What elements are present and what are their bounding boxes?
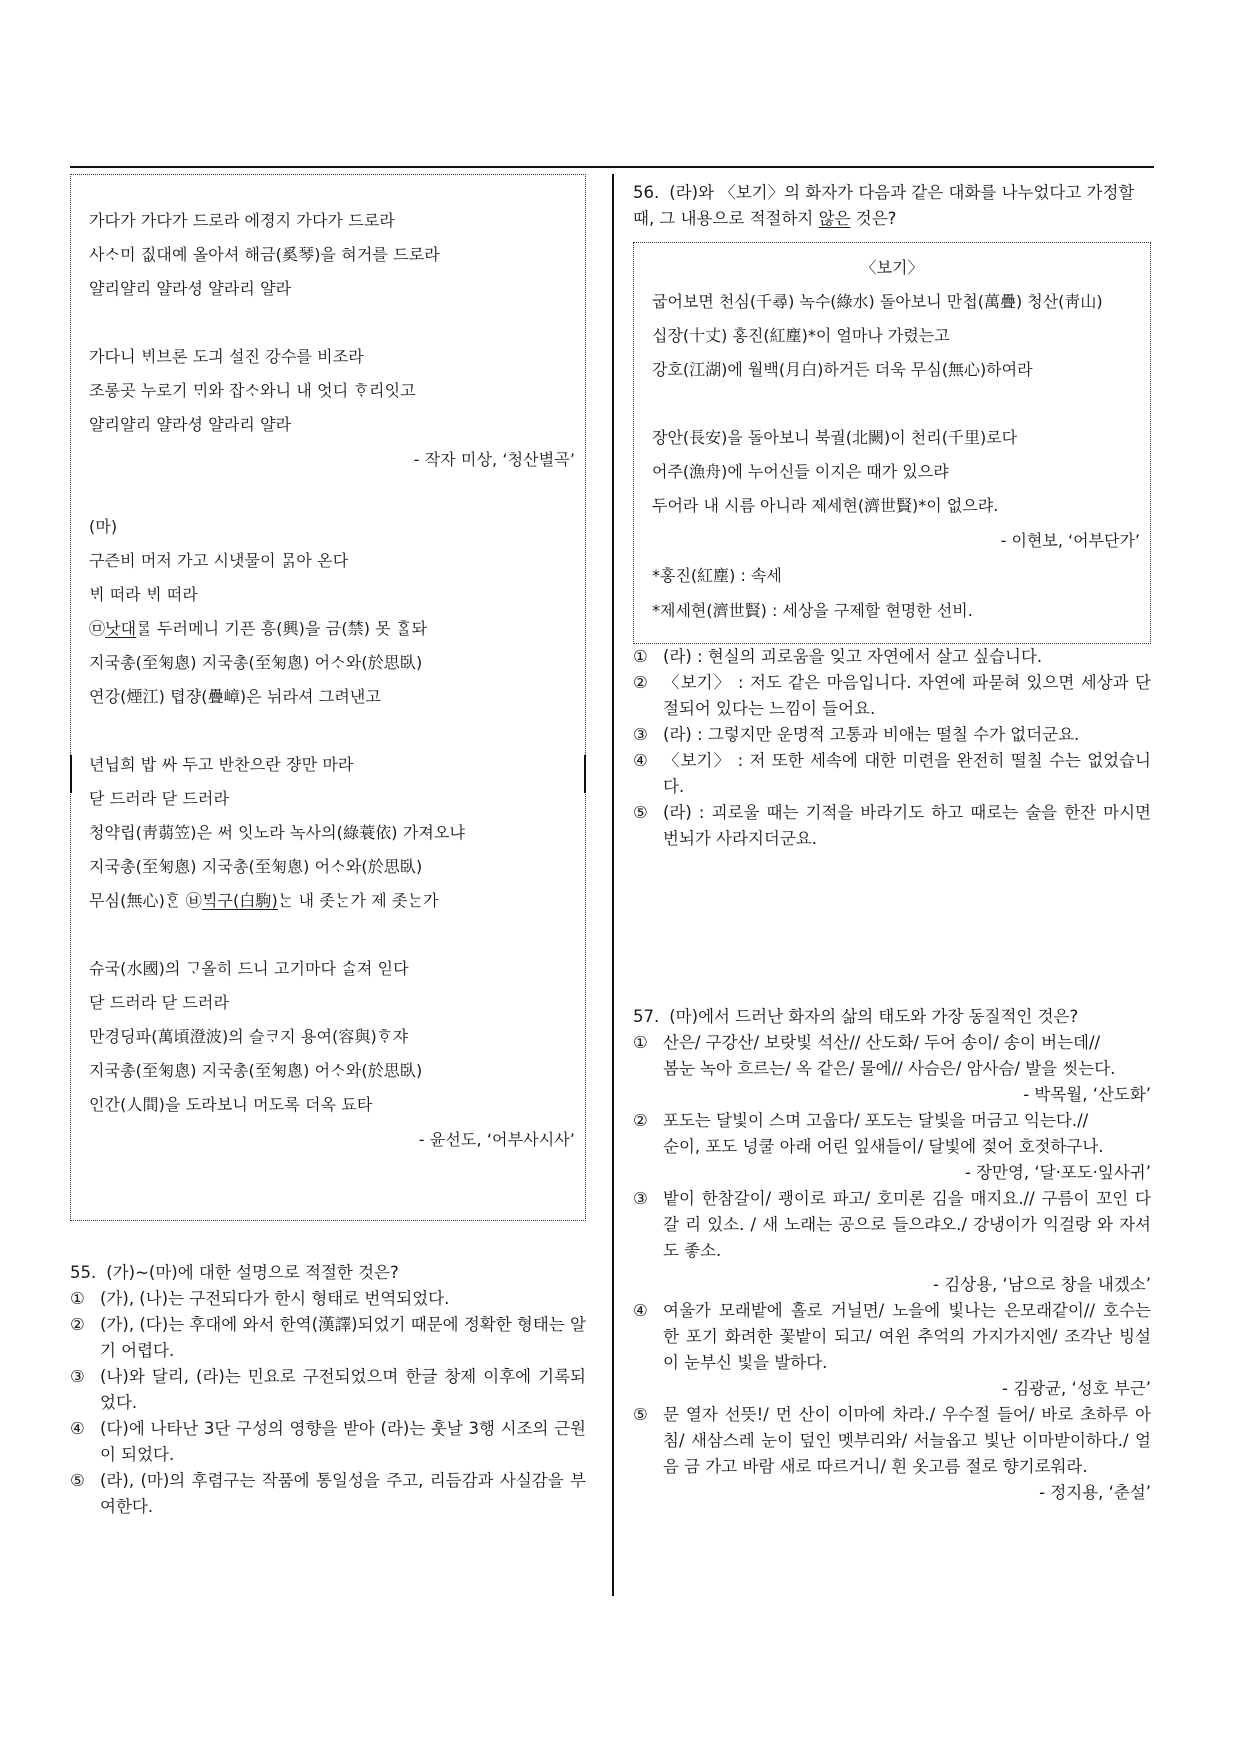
option-mark: ②: [633, 673, 648, 692]
verse-line: 인간(人間)을 도라보니 머도록 더옥 됴타: [89, 1095, 373, 1114]
bogi-line: 굽어보면 천심(千尋) 녹수(綠水) 돌아보니 만첩(萬疊) 청산(靑山): [652, 292, 1103, 311]
question-number: 56.: [633, 183, 660, 202]
verse-line: 닫 드러라 닫 드러라: [89, 789, 230, 808]
option-4[interactable]: [70, 1416, 586, 1468]
source-citation: - 김광균, ‘성호 부근’: [1002, 1379, 1151, 1398]
source-citation: - 장만영, ‘달·포도·잎사귀’: [964, 1163, 1151, 1182]
option-mark: ②: [633, 1111, 648, 1130]
option-text: (라), (마)의 후렴구는 작품에 통일성을 주고, 리듬감과 사실감을 부여한다.: [100, 1471, 586, 1516]
option-5[interactable]: [633, 1402, 1151, 1480]
option-1[interactable]: [633, 644, 1151, 670]
question-stem: [633, 180, 1151, 232]
bogi-title: 〈보기〉: [860, 258, 924, 277]
source-citation: - 김상용, ‘남으로 창을 내겠소’: [933, 1275, 1151, 1294]
option-mark: ⑤: [633, 803, 648, 822]
footnote: *제세현(濟世賢) : 세상을 구제할 현명한 선비.: [652, 601, 973, 620]
option-5[interactable]: [633, 800, 1151, 852]
underlined-phrase: 낫대: [105, 619, 137, 638]
question-55: [70, 1260, 586, 1520]
verse-line: 청약립(靑蒻笠)은 써 잇노라 녹사의(綠蓑依) 가져오냐: [89, 823, 466, 842]
option-4[interactable]: [633, 748, 1151, 800]
question-text: 것은?: [850, 209, 897, 228]
verse-line: 얄리얄리 얄라셩 얄라리 얄라: [89, 415, 292, 434]
marker-bah: ㉥: [185, 891, 202, 910]
marker-ma: ㉤: [89, 619, 106, 638]
question-text: (가)~(마)에 대한 설명으로 적절한 것은?: [106, 1263, 399, 1282]
option-3[interactable]: [633, 1186, 1151, 1264]
option-text: 봄눈 녹아 흐르는/ 옥 같은/ 물에// 사슴은/ 암사슴/ 발을 씻는다.: [663, 1059, 1116, 1078]
verse-line: 지국총(至匊悤) 지국총(至匊悤) 어ᄉᆞ와(於思臥): [89, 1061, 423, 1080]
option-text: 〈보기〉 : 저 또한 세속에 대한 미련을 완전히 떨칠 수는 없었습니다.: [663, 751, 1151, 796]
verse-text: ᄅᆞᆯ 두러메니 기픈 흥(興)을 금(禁) 못 ᄒᆞᆯ돠: [136, 619, 428, 638]
option-text: (나)와 달리, (라)는 민요로 구전되었으며 한글 창제 이후에 기록되었다.: [100, 1367, 586, 1412]
question-56-options: [633, 644, 1151, 852]
source-citation: - 정지용, ‘춘설’: [1039, 1483, 1151, 1502]
option-text: 문 열자 선뜻!/ 먼 산이 이마에 차라./ 우수절 들어/ 바로 초하루 아침/ 새삼스레 눈이 덮인 멧부리와/ 서늘옵고 빛난 이마받이하다./ 얼음 금 가고 바람 새로 따르거니/ 흰 옷고름 절로 향기로워라.: [663, 1405, 1151, 1476]
option-3[interactable]: [70, 1364, 586, 1416]
footnote: *홍진(紅塵) : 속세: [652, 566, 782, 585]
option-text: 순이, 포도 넝쿨 아래 어린 잎새들이/ 달빛에 젖어 호젓하구나.: [663, 1137, 1104, 1156]
verse-line: 가다니 ᄇᆡ브론 도긔 설진 강수를 비조라: [89, 347, 364, 366]
option-4[interactable]: [633, 1298, 1151, 1376]
passage-box: [70, 174, 586, 1221]
option-text: (가), (나)는 구전되다가 한시 형태로 번역되었다.: [100, 1289, 450, 1308]
verse-line: 지국총(至匊悤) 지국총(至匊悤) 어ᄉᆞ와(於思臥): [89, 857, 423, 876]
source-citation: - 윤선도, ‘어부사시사’: [418, 1130, 575, 1149]
option-mark: ③: [633, 725, 648, 744]
verse-line: 슈국(水國)의 ᄀᆞ올히 드니 고기마다 ᄉᆞᆯ져 읻다: [89, 959, 409, 978]
option-mark: ①: [633, 647, 648, 666]
option-2[interactable]: [70, 1312, 586, 1364]
verse-line: 년닙희 밥 싸 두고 반찬으란 쟝만 마라: [89, 755, 354, 774]
option-mark: ①: [70, 1289, 85, 1308]
bogi-line: 두어라 내 시름 아니라 제세현(濟世賢)*이 없으랴.: [652, 496, 999, 515]
bogi-line: 강호(江湖)에 월백(月白)하거든 더욱 무심(無心)하여라: [652, 360, 1033, 379]
verse-line: ᄇᆡ 떠라 ᄇᆡ 떠라: [89, 585, 198, 604]
source-citation: - 이현보, ‘어부단가’: [1000, 531, 1140, 550]
verse-line: 조롱곳 누로기 ᄆᆡ와 잡ᄉᆞ와니 내 엇디 ᄒᆞ리잇고: [89, 381, 416, 400]
option-2[interactable]: [633, 670, 1151, 722]
option-1[interactable]: [633, 1030, 1151, 1082]
column-divider: [612, 174, 614, 1596]
option-5[interactable]: [70, 1468, 586, 1520]
option-text: (라) : 괴로울 때는 기적을 바라기도 하고 때로는 술을 한잔 마시면 번뇌가 사라지더군요.: [663, 803, 1151, 848]
verse-line: 만경딩파(萬頃澄波)의 슬ᄏᆞ지 용여(容與)ᄒᆞ쟈: [89, 1027, 409, 1046]
verse-line: 얄리얄리 얄라셩 얄라리 얄라: [89, 279, 292, 298]
question-text: (라)와 〈보기〉의 화자가 다음과 같은 대화를 나누었다고 가정할 때, 그 내용으로 적절하지: [633, 183, 1135, 228]
bogi-line: 십장(十丈) 홍진(紅塵)*이 얼마나 가렸는고: [652, 326, 950, 345]
option-mark: ⑤: [70, 1471, 85, 1490]
option-text: 산은/ 구강산/ 보랏빛 석산// 산도화/ 두어 송이/ 송이 버는데//: [663, 1033, 1101, 1052]
verse-line-marked: [89, 619, 427, 639]
verse-line: 구즌비 머저 가고 시냇물이 ᄆᆞᆰ아 온다: [89, 551, 349, 570]
option-mark: ⑤: [633, 1405, 648, 1424]
verse-line: 연강(煙江) 텹쟝(疊嶂)은 뉘라셔 그려낸고: [89, 687, 381, 706]
option-mark: ③: [70, 1367, 85, 1386]
question-number: 55.: [70, 1263, 97, 1282]
option-text: 포도는 달빛이 스며 고웁다/ 포도는 달빛을 머금고 익는다.//: [663, 1111, 1089, 1130]
question-stem: [633, 1004, 1151, 1030]
verse-text: 무심(無心)ᄒᆞᆫ: [89, 891, 186, 910]
underlined-word: 않은: [818, 209, 851, 228]
verse-text: ᄂᆞᆫ 내 좃ᄂᆞᆫ가 제 좃ᄂᆞᆫ가: [277, 891, 439, 910]
option-mark: ④: [70, 1419, 85, 1438]
box-edge-mark: [584, 755, 586, 793]
option-mark: ④: [633, 751, 648, 770]
question-number: 57.: [633, 1007, 660, 1026]
option-2[interactable]: [633, 1108, 1151, 1160]
option-3[interactable]: [633, 722, 1151, 748]
option-text: (라) : 그렇지만 운명적 고통과 비애는 떨칠 수가 없더군요.: [663, 725, 1080, 744]
bogi-box: [633, 242, 1151, 644]
passage-label: (마): [89, 517, 118, 536]
option-text: 여울가 모래밭에 홀로 거닐면/ 노을에 빛나는 은모래같이// 호수는 한 포기 화려한 꽃밭이 되고/ 여윈 추억의 가지가지엔/ 조각난 빙설이 눈부신 빛을 발하다.: [663, 1301, 1151, 1372]
verse-line: 가다가 가다가 드로라 에졍지 가다가 드로라: [89, 211, 395, 230]
bogi-line: 어주(漁舟)에 누어신들 이지은 때가 있으랴: [652, 462, 949, 481]
option-1[interactable]: [70, 1286, 586, 1312]
source-citation: - 작자 미상, ‘청산별곡’: [413, 450, 575, 469]
option-text: (라) : 현실의 괴로움을 잊고 자연에서 살고 싶습니다.: [663, 647, 1043, 666]
option-text: 〈보기〉 : 저도 같은 마음입니다. 자연에 파묻혀 있으면 세상과 단절되어 있다는 느낌이 들어요.: [663, 673, 1151, 718]
option-mark: ③: [633, 1189, 648, 1208]
option-mark: ④: [633, 1301, 648, 1320]
top-rule: [70, 166, 1154, 168]
option-mark: ②: [70, 1315, 85, 1334]
bogi-line: 장안(長安)을 돌아보니 북궐(北闕)이 천리(千里)로다: [652, 428, 1018, 447]
source-citation: - 박목월, ‘산도화’: [1023, 1085, 1151, 1104]
underlined-phrase: ᄇᆡᆨ구(白駒): [201, 891, 278, 910]
option-text: (가), (다)는 후대에 와서 한역(漢譯)되었기 때문에 정확한 형태는 알기 어렵다.: [100, 1315, 586, 1360]
option-text: 밭이 한참갈이/ 괭이로 파고/ 호미론 김을 매지요.// 구름이 꼬인 다 갈 리 있소. / 새 노래는 공으로 들으랴오./ 강냉이가 익걸랑 와 자셔도 좋소.: [663, 1189, 1151, 1260]
box-edge-mark: [70, 755, 72, 793]
question-56: [633, 180, 1151, 232]
option-mark: ①: [633, 1033, 648, 1052]
question-57: [633, 1004, 1151, 1506]
option-text: (다)에 나타난 3단 구성의 영향을 받아 (라)는 훗날 3행 시조의 근원이 되었다.: [100, 1419, 586, 1464]
verse-line: 지국총(至匊悤) 지국총(至匊悤) 어ᄉᆞ와(於思臥): [89, 653, 423, 672]
verse-line: 사ᄉᆞ미 짒대예 올아셔 해금(奚琴)을 혀거를 드로라: [89, 245, 440, 264]
question-stem: [70, 1260, 586, 1286]
question-text: (마)에서 드러난 화자의 삶의 태도와 가장 동질적인 것은?: [669, 1007, 1079, 1026]
verse-line: 닫 드러라 닫 드러라: [89, 993, 230, 1012]
verse-line-marked: [89, 891, 439, 911]
